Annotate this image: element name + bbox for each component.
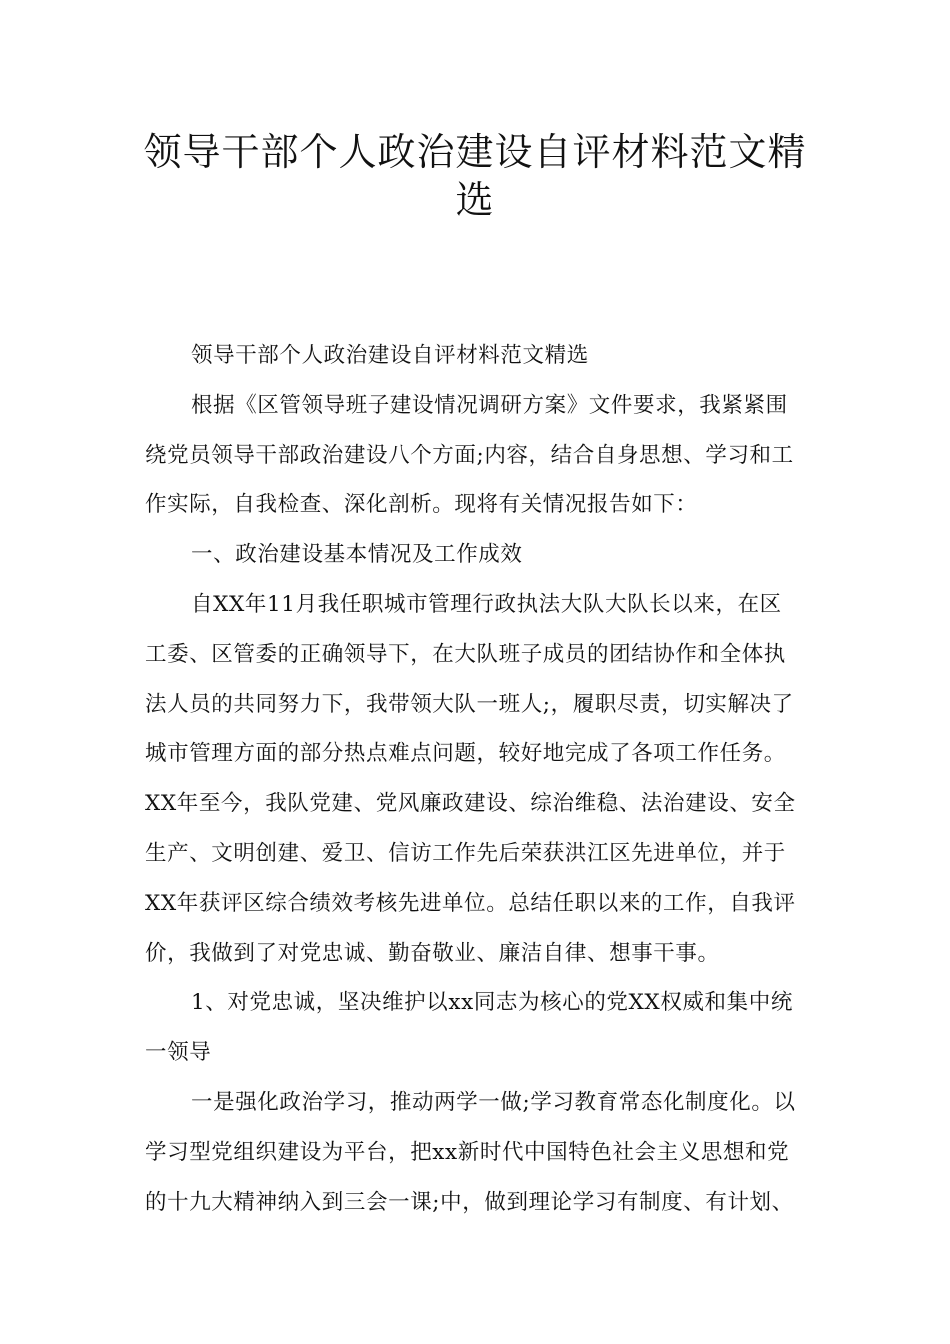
text-line: 一、政治建设基本情况及工作成效 xyxy=(191,542,523,568)
title-line-1: 领导干部个人政治建设自评材料范文精 xyxy=(143,130,807,174)
text-line: 法人员的共同努力下，我带领大队一班人;，履职尽责，切实解决了 xyxy=(145,691,794,717)
subsection-heading xyxy=(145,978,805,1078)
text-line: XX年获评区综合绩效考核先进单位。总结任职以来的工作，自我评 xyxy=(145,890,796,916)
text-line: 一是强化政治学习，推动两学一做;学习教育常态化制度化。以 xyxy=(191,1089,796,1115)
text-line: 价，我做到了对党忠诚、勤奋敬业、廉洁自律、想事干事。 xyxy=(145,940,720,966)
text-line: 工委、区管委的正确领导下，在大队班子成员的团结协作和全体执 xyxy=(145,641,786,667)
paragraph-study xyxy=(145,1078,805,1227)
text-line: 一领导 xyxy=(145,1040,212,1066)
text-line: 根据《区管领导班子建设情况调研方案》文件要求，我紧紧围 xyxy=(191,392,788,418)
section-heading xyxy=(145,530,805,580)
text-line: 的十九大精神纳入到三会一课;中，做到理论学习有制度、有计划、 xyxy=(145,1189,794,1215)
text-line: 领导干部个人政治建设自评材料范文精选 xyxy=(191,343,589,368)
text-line: 生产、文明创建、爱卫、信访工作先后荣获洪江区先进单位，并于 xyxy=(145,840,786,866)
title-line-2: 选 xyxy=(455,178,495,222)
text-line: 学习型党组织建设为平台，把xx新时代中国特色社会主义思想和党 xyxy=(145,1139,790,1165)
document-title xyxy=(0,128,950,224)
text-line: 城市管理方面的部分热点难点问题，较好地完成了各项工作任务。 xyxy=(145,741,786,767)
text-line: 自XX年11月我任职城市管理行政执法大队大队长以来，在区 xyxy=(191,591,782,617)
text-line: 绕党员领导干部政治建设八个方面;内容，结合自身思想、学习和工 xyxy=(145,442,794,468)
text-line: 1、对党忠诚，坚决维护以xx同志为核心的党XX权威和集中统 xyxy=(191,990,793,1016)
text-line: 作实际，自我检查、深化剖析。现将有关情况报告如下： xyxy=(145,492,698,518)
paragraph-intro xyxy=(145,381,805,530)
document-body xyxy=(145,331,805,1227)
paragraph-overview xyxy=(145,580,805,978)
text-line: XX年至今，我队党建、党风廉政建设、综治维稳、法治建设、安全 xyxy=(145,791,796,817)
paragraph-heading-repeat xyxy=(145,331,805,381)
